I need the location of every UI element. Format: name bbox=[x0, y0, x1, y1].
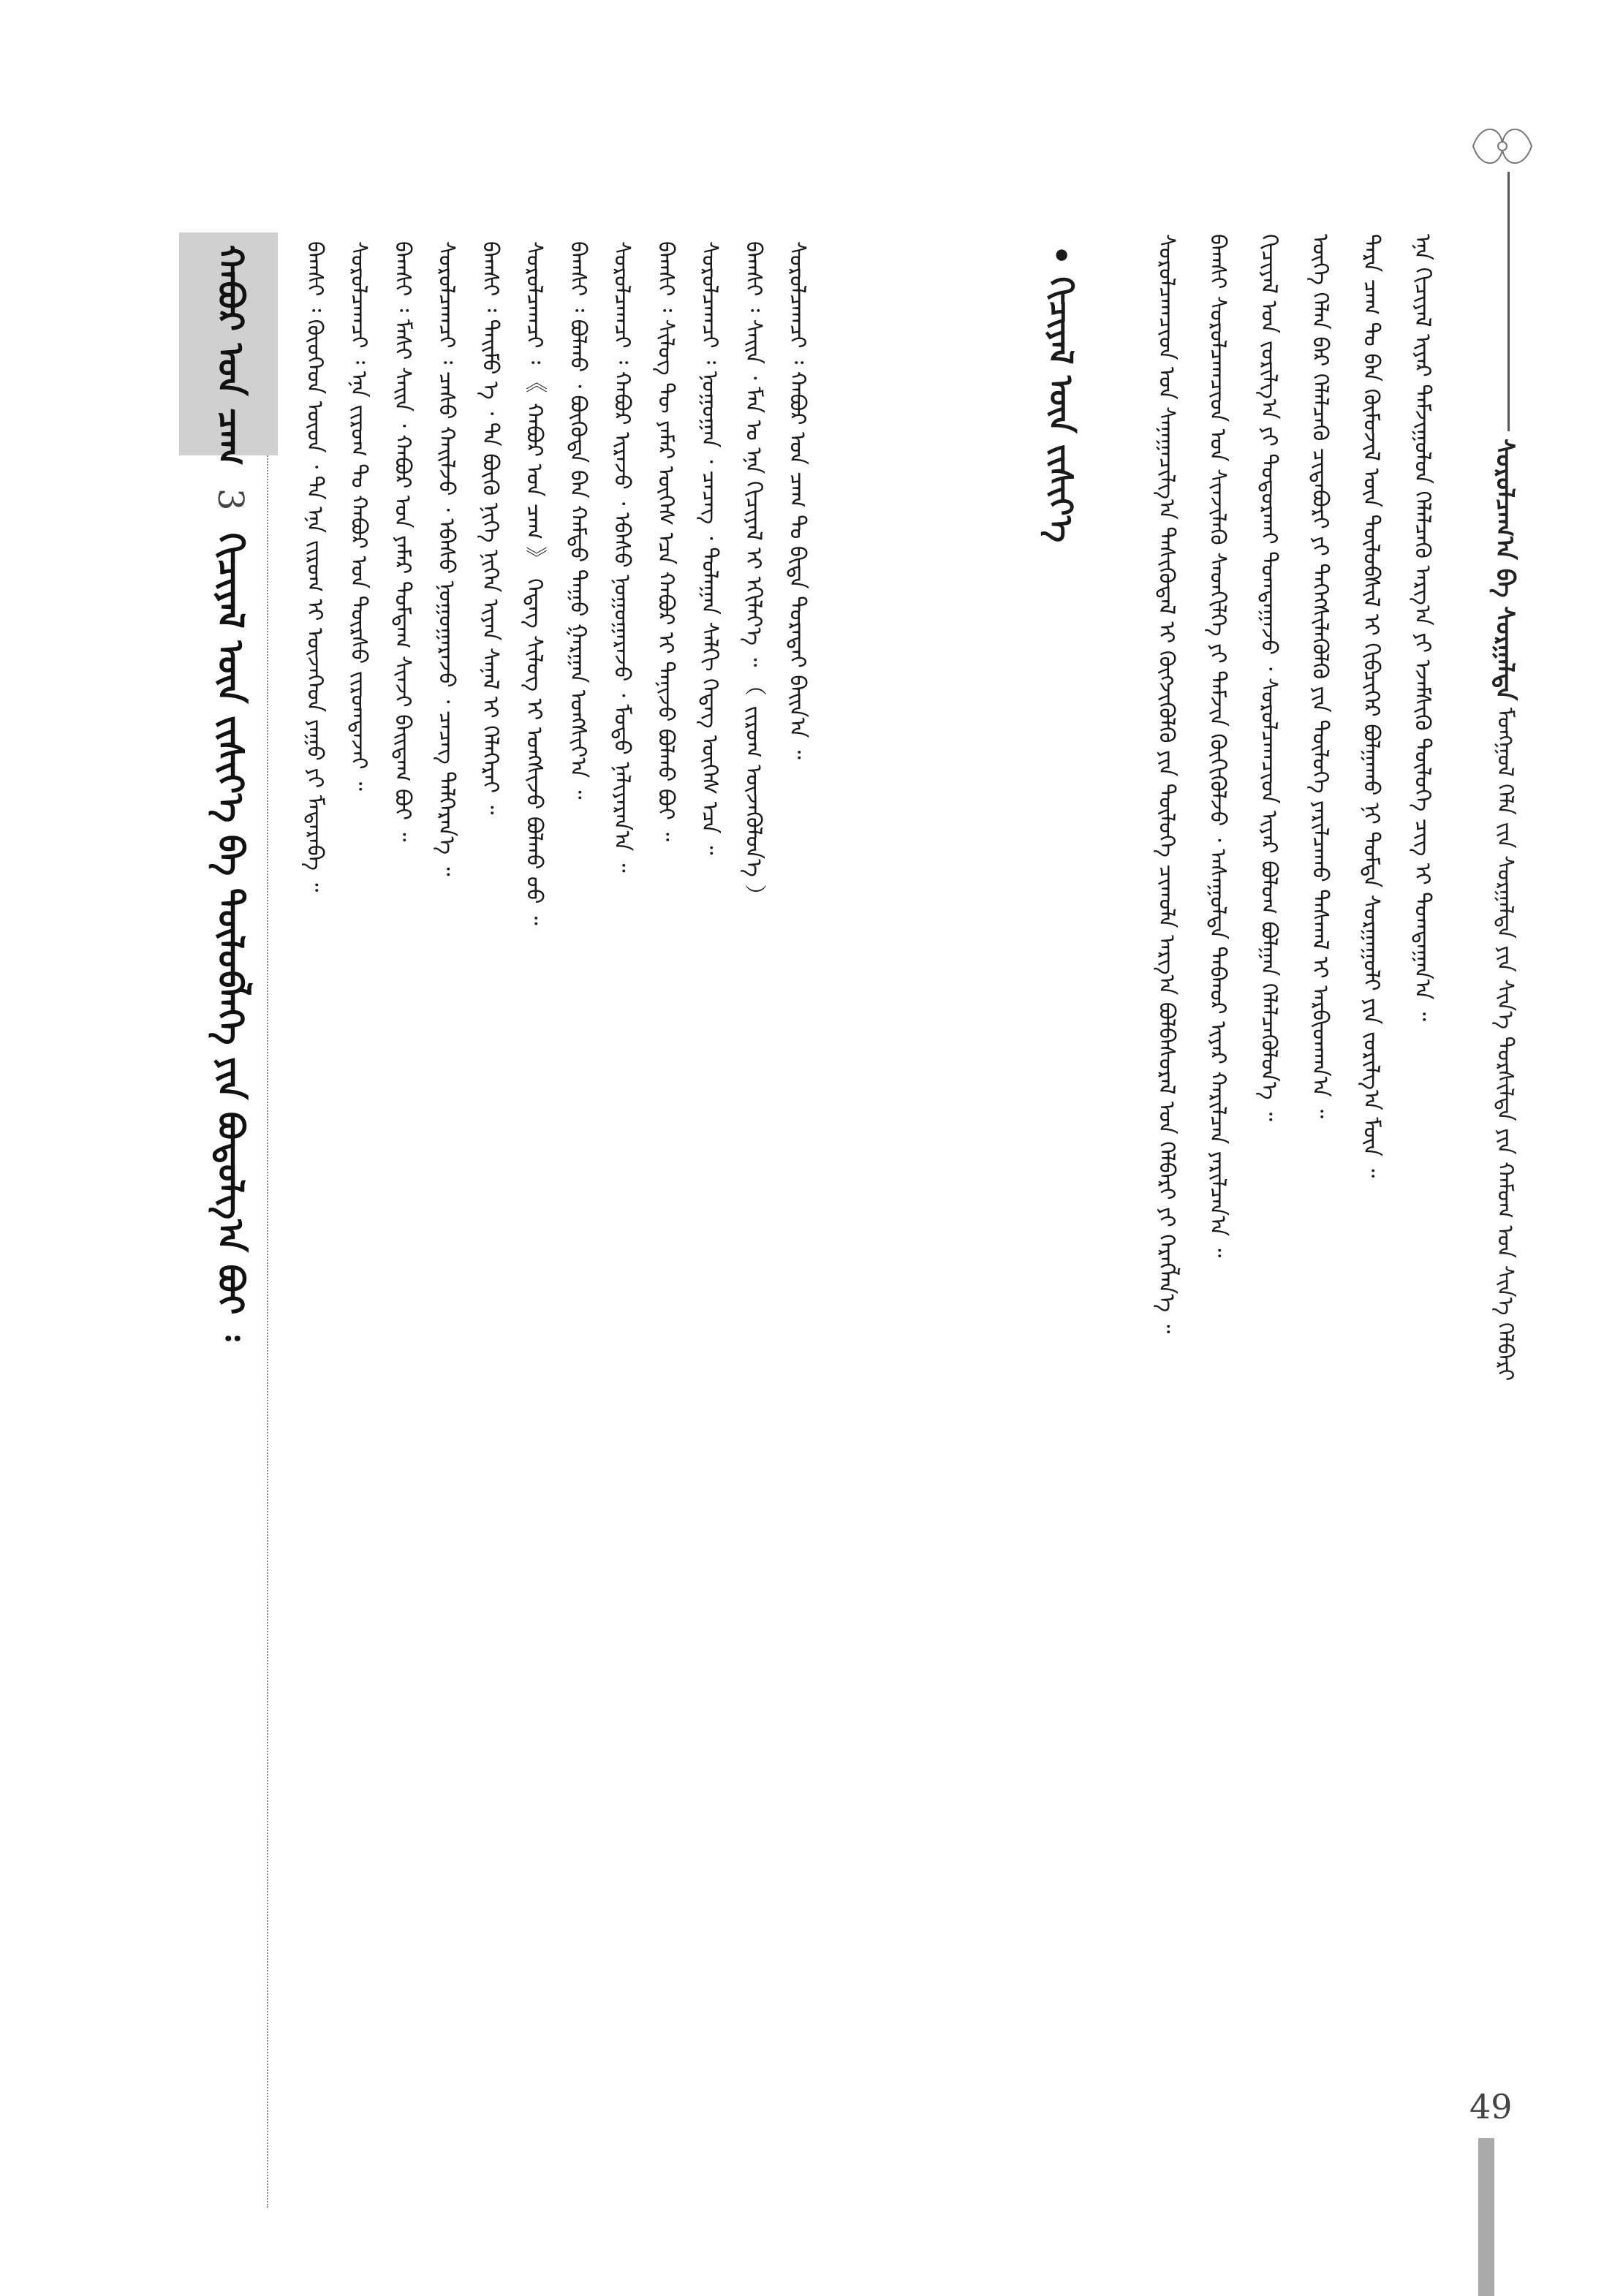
bullet-heading-text: ᠬᠢᠴᠢᠶᠡᠯ ᠦᠨ ᠵᠢᠱᠢᠶ᠎ᠡ bbox=[1042, 276, 1079, 542]
intro-line: ᠲᠡᠷᠡ ᠴᠠᠭ ᠲᠤ ᠪᠡᠨ ᠬᠥᠮᠦᠵᠢᠯ ᠦᠨ ᠲᠥᠯᠦᠪᠰᠢᠯ ᠢ ᠬᠢᠪᠴᠢᠭᠡᠷ ᠪᠣᠯᠭᠠᠬᠤ ᠨᠢ ᠳᠤᠮᠳᠠ ᠰᠤᠷᠭᠠᠭᠤᠯᠢ ᠶᠢᠨ ᠵᠣᠷᠢᠯᠭ᠎ᠠ ᠮᠥᠨ ᠃ bbox=[1358, 234, 1384, 1178]
header-rule bbox=[1507, 172, 1510, 431]
intro-line: ᠰᠤᠷᠤᠯᠴᠠᠭᠴᠢᠳ ᠤᠨ ᠰᠠᠨᠠᠭᠠᠴᠢᠯᠭ᠎ᠠ ᠲᠡᠰᠢᠭᠦᠳᠡᠯ ᠢ ᠬᠥᠭᠵᠢᠭᠦᠯᠬᠦ ᠶᠢᠨ ᠲᠥᠯᠦᠭᠡ ᠴᠢᠬᠤᠯᠠ ᠠᠷᠭ᠎ᠠ ᠪᠣᠯᠪᠠᠰᠤᠷᠠᠯ ᠤᠨ ᠬᠡᠯᠪᠡᠷᠢ ᠶᠢ ᠬᠡᠷᠡᠭᠯᠡᠨ᠎ᠡ ᠃ bbox=[1154, 234, 1179, 1334]
dialogue-line: ᠪᠠᠭᠰᠢ ᠄ ᠰᠢᠯᠦᠭ ᠲᠦ ᠶᠠᠮᠠᠷ ᠦᠭᠡᠰ ᠡᠴᠡ ᠬᠠᠪᠤᠷ ᠢ ᠲᠠᠨᠢᠵᠤ ᠪᠣᠯᠬᠤ ᠪᠤᠢ ᠃ bbox=[653, 241, 678, 842]
bullet-marker: • bbox=[1042, 245, 1079, 266]
thumb-tab bbox=[1478, 2138, 1494, 2296]
dialogue-line: ᠪᠠᠭᠰᠢ ᠄ ᠪᠣᠯᠬᠤ ᠂ ᠪᠦᠬᠦᠳᠡ ᠪᠡᠨ ᠬᠠᠮᠲᠤ ᠳᠠᠭᠤ ᠭᠠᠷᠭᠠᠨ ᠤᠩᠰᠢᠶ᠎ᠠ ᠃ bbox=[565, 241, 591, 800]
running-header-subtitle: ᠮᠣᠩᠭᠣᠯ ᠬᠡᠯᠡ ᠵᠢᠨ ᠰᠤᠷᠭᠠᠯᠲᠠ ᠶᠢᠨ ᠰᠢᠨ᠎ᠡ ᠲᠤᠷᠰᠢᠯᠲᠠ ᠶᠢᠨ ᠬᠠᠮᠤᠭ ᠤᠨ ᠰᠢᠨ᠎ᠡ ᠬᠡᠯᠪᠡᠷᠢ bbox=[1492, 707, 1518, 1382]
dialogue-line: ᠪᠠᠭᠰᠢ ᠄ ᠬᠦᠦᠬᠡᠳ ᠦᠳ ᠂ ᠲᠠ ᠡᠨᠡ ᠵᠢᠷᠤᠭ ᠢ ᠦᠵᠡᠭᠡᠳ ᠶᠠᠭᠤ ᠶᠢ ᠮᠡᠳᠡᠷᠡᠪᠡ ᠃ bbox=[302, 241, 328, 893]
dialogue-line: ᠪᠠᠭᠰᠢ ᠄ ᠮᠠᠰᠢ ᠰᠠᠢᠨ ᠂ ᠬᠠᠪᠤᠷ ᠤᠨ ᠶᠠᠮᠠᠷ ᠲᠣᠮᠳᠠᠭ ᠰᠢᠨᠵᠢ ᠪᠠᠢᠳᠠᠭ ᠪᠤᠢ ᠃ bbox=[390, 241, 415, 842]
dialogue-line: ᠪᠠᠭᠰᠢ ᠄ ᠰᠠᠢᠨ ᠂ ᠮᠠᠨ ᠤ ᠡᠨᠡ ᠬᠢᠴᠢᠶᠡᠯ ᠢ ᠡᠬᠢᠯᠡᠶ᠎ᠡ ᠃ （ ᠵᠢᠷᠤᠭ ᠦᠵᠡᠭᠦᠯᠦᠨ᠎ᠡ ） bbox=[741, 241, 766, 908]
section-number: 3 bbox=[210, 488, 251, 511]
section-title bbox=[201, 245, 260, 1341]
intro-paragraph bbox=[1140, 234, 1477, 2266]
intro-line: ᠡᠨᠡ ᠬᠢᠴᠢᠶᠡᠯ ᠢᠶᠡᠷ ᠳᠠᠮᠵᠢᠭᠤᠯᠤᠨ ᠬᠡᠯᠡᠯᠴᠡᠬᠦ ᠠᠷᠭ᠎ᠠ ᠶᠢ ᠡᠵᠡᠮᠰᠢᠬᠦ ᠲᠥᠯᠦᠭᠡ ᠴᠢᠭ ᠢ ᠲᠣᠭᠲᠠᠭᠠᠨ᠎ᠠ ᠃ bbox=[1410, 234, 1435, 1021]
dialogue-line: ᠰᠤᠷᠤᠯᠴᠠᠭᠴᠢ ᠄ 《 ᠬᠠᠪᠤᠷ ᠤᠨ ᠴᠠᠭ 》 ᠭᠡᠳᠡᠭ ᠰᠢᠯᠦᠭ ᠢ ᠤᠩᠰᠢᠵᠤ ᠪᠣᠯᠬᠤ ᠤᠤ ᠃ bbox=[521, 241, 547, 925]
dialogue-line: ᠪᠠᠭᠰᠢ ᠄ ᠲᠡᠢᠮᠦ ᠡ ᠂ ᠲᠠ ᠪᠦᠬᠦ ᠨᠢᠭᠡ ᠨᠢᠭᠡᠨ ᠢᠶᠡᠨ ᠰᠠᠨᠠᠯ ᠢ ᠬᠡᠯᠡᠭᠡᠷᠡᠢ ᠃ bbox=[477, 241, 503, 815]
section-title-part2: ᠬᠢᠴᠢᠶᠡᠯ ᠦᠨ ᠵᠢᠱᠢᠶ᠎ᠡ ᠪᠠ ᠲᠥᠯᠦᠪᠯᠡᠭᠡ ᠶᠢᠨ ᠪᠣᠳᠤᠯᠭ᠎ᠠ ᠪᠣᠢ ᠄ bbox=[210, 532, 251, 1341]
page-number: 49 bbox=[1469, 2087, 1513, 2126]
header-ornament-icon bbox=[1466, 117, 1539, 175]
intro-line: ᠦᠭᠡ ᠬᠡᠯᠡᠨ ᠪᠠᠷ ᠬᠡᠯᠡᠯᠴᠡᠬᠦ ᠴᠢᠳᠠᠪᠤᠷᠢ ᠶᠢ ᠳᠡᠭᠡᠭᠰᠢᠯᠡᠭᠦᠯᠬᠦ ᠶᠢᠨ ᠲᠥᠯᠦᠭᠡ ᠶᠠᠷᠢᠯᠴᠠᠬᠤ ᠳᠠᠰᠬᠠᠯ ᠢ ᠠᠷᠪᠢᠳᠬᠠᠨ᠎ᠠ ᠃ bbox=[1307, 234, 1333, 1118]
dialogue-line: ᠰᠤᠷᠤᠯᠴᠠᠭᠴᠢ ᠄ ᠬᠠᠪᠤᠷ ᠤᠨ ᠴᠠᠭ ᠲᠤ ᠪᠢᠳᠠ ᠳᠤᠷᠠᠲᠠᠢ ᠪᠠᠢᠨ᠎ᠠ ᠃ bbox=[784, 241, 810, 759]
dotted-divider bbox=[267, 234, 268, 2208]
dialogue-line: ᠰᠤᠷᠤᠯᠴᠠᠭᠴᠢ ᠄ ᠴᠠᠰᠤ ᠬᠠᠢᠯᠵᠤ ᠂ ᠡᠪᠡᠰᠦ ᠨᠣᠭᠣᠭᠠᠷᠠᠵᠤ ᠂ ᠴᠡᠴᠡᠭ ᠳᠡᠯᠭᠡᠷᠡᠨ᠎ᠡ ᠃ bbox=[434, 241, 459, 876]
dialogue-line: ᠰᠤᠷᠤᠯᠴᠠᠭᠴᠢ ᠄ ᠡᠨᠡ ᠵᠢᠷᠤᠭ ᠲᠤ ᠬᠠᠪᠤᠷ ᠤᠨ ᠳᠦᠷᠰᠦ ᠵᠢᠷᠤᠭᠳᠠᠵᠠᠢ ᠃ bbox=[346, 241, 371, 791]
dialogue-line: ᠰᠤᠷᠤᠯᠴᠠᠭᠴᠢ ᠄ ᠬᠠᠪᠤᠷ ᠢᠷᠡᠵᠦ ᠂ ᠡᠪᠡᠰᠦ ᠨᠣᠭᠣᠭᠠᠷᠠᠵᠤ ᠂ ᠮᠣᠳᠣ ᠨᠠᠯᠢᠶᠠᠷᠠᠨ᠎ᠠ ᠃ bbox=[609, 241, 635, 873]
intro-line: ᠬᠢᠴᠢᠶᠡᠯ ᠤᠨ ᠵᠣᠷᠢᠯᠭ᠎ᠠ ᠶᠢ ᠲᠣᠳᠣᠷᠬᠠᠶ ᠲᠣᠭᠲᠠᠭᠠᠵᠤ ᠂ ᠰᠤᠷᠤᠯᠴᠠᠭᠴᠢᠳ ᠢᠶᠠᠷ ᠪᠤᠯᠤᠭ ᠪᠣᠯᠭᠠᠨ ᠬᠡᠯᠡᠯᠴᠡᠭᠦᠯᠦᠨ᠎ᠡ ᠃ bbox=[1256, 234, 1282, 1121]
dialogue-line: ᠰᠤᠷᠤᠯᠴᠠᠭᠴᠢ ᠄ ᠨᠣᠭᠣᠭᠠᠨ ᠂ ᠴᠡᠴᠡᠭ ᠂ ᠳᠤᠯᠠᠭᠠᠨ ᠰᠠᠯᠬᠢ ᠭᠡᠳᠡᠭ ᠦᠭᠡᠰ ᠡᠴᠡ ᠃ bbox=[697, 241, 722, 855]
bullet-heading bbox=[1038, 245, 1082, 542]
section-title-part1: ᠬᠠᠪᠤᠷ ᠤᠨ ᠴᠠᠭ bbox=[210, 245, 251, 466]
dialogue-block bbox=[292, 241, 1009, 2200]
intro-line: ᠪᠠᠭᠰᠢ ᠰᠤᠷᠤᠯᠴᠠᠭᠴᠢᠳ ᠤᠨ ᠰᠢᠨᠵᠢᠯᠡᠬᠦ ᠰᠡᠳᠬᠢᠯᠭᠡ ᠶᠢ ᠳᠡᠮᠵᠢᠨ ᠬᠥᠬᠢᠭᠦᠯᠵᠦ ᠂ ᠠᠰᠠᠭᠤᠯᠲᠠ ᠳᠠᠪᠬᠤᠷ ᠢᠶᠠᠷ ᠬᠠᠷᠢᠯᠴᠠᠨ ᠶᠠᠷᠢᠯᠴᠠᠨ᠎ᠠ ᠃ bbox=[1205, 234, 1230, 1258]
running-header-title: ᠰᠤᠷᠤᠯᠴᠠᠭ᠎ᠠ ᠪᠠ ᠰᠤᠷᠭᠠᠯᠲᠠ bbox=[1490, 439, 1519, 701]
running-header bbox=[1484, 439, 1525, 1381]
